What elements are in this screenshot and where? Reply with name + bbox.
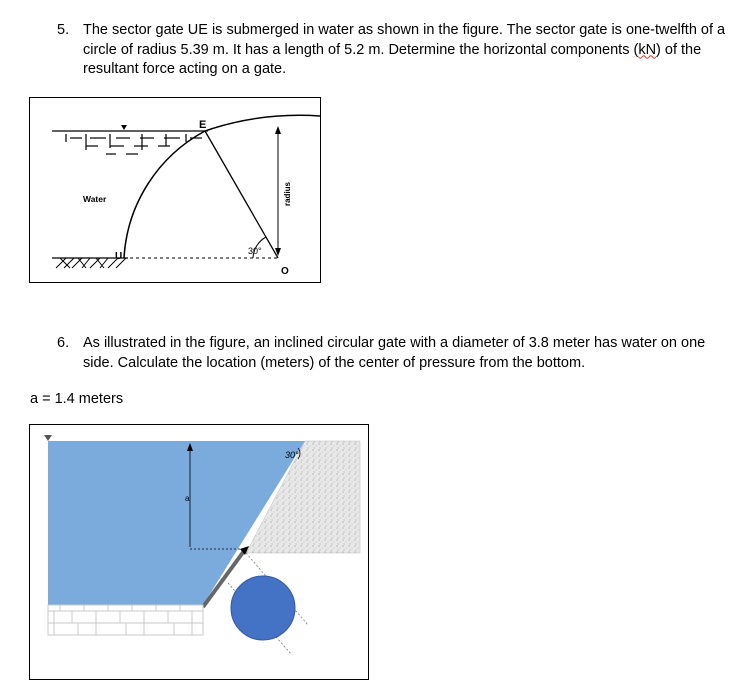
label-u: U <box>115 251 123 262</box>
problem-6 <box>57 334 727 373</box>
label-radius: radius <box>283 181 292 206</box>
problem-5-unit: kN <box>638 41 657 58</box>
label-o: O <box>281 266 289 277</box>
water-surface-marker <box>44 435 52 441</box>
problem-6-text: As illustrated in the figure, an inclined circular gate with a diameter of 3.8 meter has water on one side. Calculate the location (meters) of the center of pressure from the bottom. <box>83 335 706 371</box>
circular-gate <box>231 576 295 640</box>
inclined-gate-figure <box>29 424 369 680</box>
problem-5-text-before: The sector gate UE is submerged in water as shown in the figure. The sector gate is one-twelfth of a circle of radius 5.39 m. It has a length of 5.2 m. Determine the horizontal components ( <box>83 22 726 58</box>
ground-bricks <box>48 605 203 635</box>
label-angle: 30° <box>248 246 262 256</box>
label-angle-30: 30° <box>285 450 299 460</box>
problem-5-text-after: ) of the resultant force acting on a gate. <box>83 41 702 77</box>
problem-5-text <box>83 21 727 80</box>
sector-gate-figure <box>29 97 321 283</box>
problem-5-number: 5. <box>57 22 70 38</box>
given-value: a = 1.4 meters <box>30 391 124 407</box>
label-a: a <box>185 494 190 503</box>
water-surface <box>52 131 208 154</box>
label-water: Water <box>83 194 107 204</box>
label-e: E <box>199 119 207 131</box>
inclined-gate-diagram <box>30 425 368 679</box>
radius-line-eo <box>205 131 278 258</box>
sector-gate-diagram <box>30 98 320 282</box>
problem-6-number: 6. <box>57 335 70 351</box>
radius-arrow-top <box>275 126 281 134</box>
free-surface-marker <box>121 125 127 130</box>
problem-5 <box>57 21 727 80</box>
